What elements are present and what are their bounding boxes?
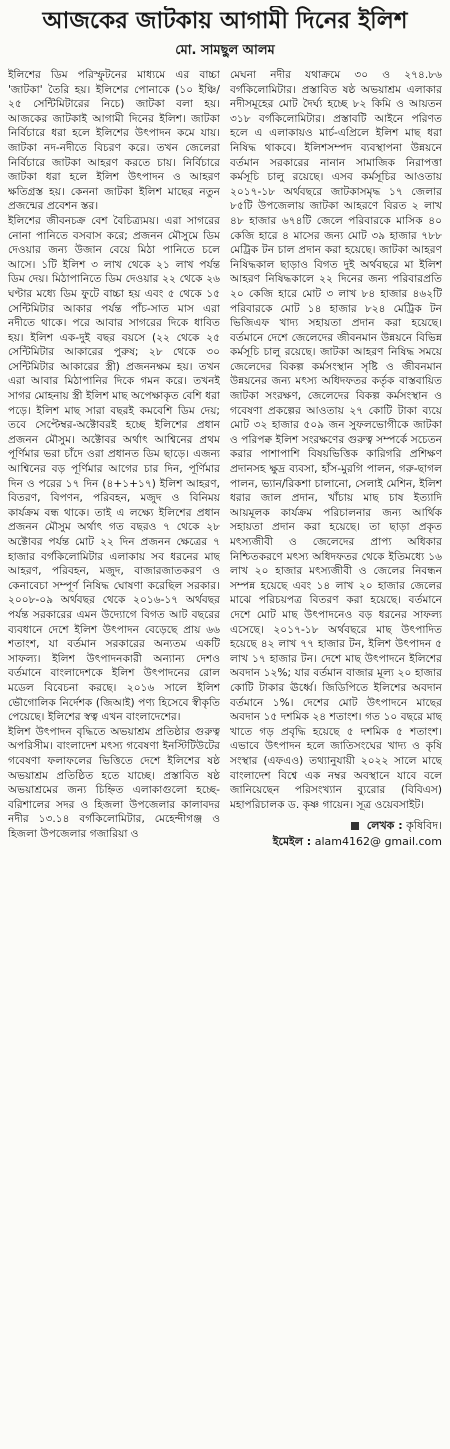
paragraph: ইলিশের ডিম পরিস্ফুটনের মাধ্যমে এর বাচ্চা 'জাটকা' তৈরি হয়। ইলিশের পোনাকে (১০ ইঞ্চি/২৫ সেন্টিমিটারের নিচে) জাটকা বলা হয়। আজকের জাটকাই আগামী দিনের ইলিশ। জাটকা নির্বিচারে ধরা হলে ইলিশের উৎপাদন কমে যায়। জাটকা নদ-নদীতে বিচরণ করে। তখন জেলেরা নির্বিচারে জাটকা আহরণ করতে চায়। নির্বিচারে জাটকা ধরা হলে ইলিশ উৎপাদন ও আহরণ ক্ষতিগ্রস্ত হয়। কেননা জাটকা ইলিশ মাছের নতুন প্রজন্মের প্রবেশন স্তর। <box>8 69 220 213</box>
author-footer <box>230 818 442 850</box>
square-bullet-icon <box>351 822 359 830</box>
email-label: ইমেইল : <box>272 835 312 849</box>
paragraph: ইলিশ উৎপাদন বৃদ্ধিতে অভয়াশ্রম প্রতিষ্ঠার গুরুত্ব অপরিসীম। বাংলাদেশ মৎস্য গবেষণা ইনস্টিটিউটের গবেষণা ফলাফলের ভিত্তিতে দেশে ইলিশের ষষ্ঠ অভয়াশ্রম প্রতিষ্ঠিত হতে যাচ্ছে। প্রস্তাবিত ষষ্ঠ অভয়াশ্রমের জন্য চিহ্নিত এলাকাগুলো হচ্ছে- বরিশালের সদর ও হিজলা উপজেলার কালাবদর নদীর ১৩.১৪ বর্গকিলোমিটার, মেহেন্দীগঞ্জ ও হিজলা উপজেলার গজারিয়া ও <box>8 725 220 840</box>
headline: আজকের জাটকায় আগামী দিনের ইলিশ <box>42 8 408 34</box>
paragraph: মেঘনা নদীর যথাক্রমে ৩০ ও ২৭৪.৮৬ বর্গকিলোমিটার। প্রস্তাবিত ষষ্ঠ অভয়াশ্রম এলাকার নদীসমূহের মোট দৈর্ঘ্য হচ্ছে ৮২ কিমি ও আয়তন ৩১৮ বর্গকিলোমিটার। প্রস্তাবটি আইনে পরিণত হলে এ এলাকায়ও মার্চ-এপ্রিলে ইলিশ মাছ ধরা নিষিদ্ধ থাকবে। ইলিশসম্পদ ব্যবস্থাপনা উন্নয়নে বর্তমান সরকারের নানান সামাজিক নিরাপত্তা কর্মসূচি চালু রয়েছে। এসব কর্মসূচির আওতায় ২০১৭-১৮ অর্থবছরে জাটকাসমৃদ্ধ ১৭ জেলার ৮৫টি উপজেলায় জাটকা আহরণে বিরত ২ লাখ ৪৮ হাজার ৬৭৪টি জেলে পরিবারকে মাসিক ৪০ কেজি হারে ৪ মাসের জন্য মোট ৩৯ হাজার ৭৮৮ মেট্রিক টন চাল প্রদান করা হয়েছে। জাটকা আহরণ নিষিদ্ধকাল ছাড়াও বিগত দুই অর্থবছরে মা ইলিশ আহরণ নিষিদ্ধকালে ২২ দিনের জন্য পরিবারপ্রতি ২০ কেজি হারে মোট ৩ লাখ ৮৪ হাজার ৪৬২টি পরিবারকে মোট ১৪ হাজার ৮২৪ মেট্রিক টন ভিজিএফ খাদ্য সহায়তা প্রদান করা হয়েছে। বর্তমানে দেশে জেলেদের জীবনমান উন্নয়নে বিভিন্ন কর্মসূচি চালু রয়েছে। জাটকা আহরণ নিষিদ্ধ সময়ে জেলেদের বিকল্প কর্মসংস্থান সৃষ্টি ও জীবনমান উন্নয়নের জন্য মৎস্য অধিদফতর কর্তৃক বাস্তবায়িত জাটকা সংরক্ষণ, জেলেদের বিকল্প কর্মসংস্থান ও গবেষণা প্রকল্পের আওতায় ২৭ কোটি টাকা ব্যয়ে মোট ৩২ হাজার ৫০৯ জন সুফলভোগীকে জাটকা ও পরিপক্ব ইলিশ সংরক্ষণের গুরুত্ব সম্পর্কে সচেতন করার পাশাপাশি বিষয়ভিত্তিক কারিগরি প্রশিক্ষণ প্রদানসহ ক্ষুদ্র ব্যবসা, হাঁস-মুরগি পালন, গরু-ছাগল পালন, ভ্যান/রিকশা চালানো, সেলাই মেশিন, ইলিশ ধরার জাল প্রদান, খাঁচায় মাছ চাষ ইত্যাদি আয়মূলক কার্যক্রম পরিচালনার জন্য আর্থিক সহায়তা প্রদান করা হয়েছে। তা ছাড়া প্রকৃত মৎস্যজীবী ও জেলেদের প্রাপ্য অধিকার নিশ্চিতকরণে মৎস্য অধিদফতর থেকে ইতিমধ্যে ১৬ লাখ ২০ হাজার মৎস্যজীবী ও জেলের নিবন্ধন সম্পন্ন হয়েছে এবং ১৪ লাখ ২০ হাজার জেলের মাঝে পরিচয়পত্র বিতরণ করা হয়েছে। বর্তমানে দেশে মোট মাছ উৎপাদনেও বড় ধরনের সাফল্য এসেছে। ২০১৭-১৮ অর্থবছরে মাছ উৎপাদিত হয়েছে ৪২ লাখ ৭৭ হাজার টন, ইলিশ উৎপাদন ৫ লাখ ১৭ হাজার টন। দেশে মাছ উৎপাদনে ইলিশের অবদান ১২%; যার বর্তমান বাজার মূল্য ২০ হাজার কোটি টাকার ঊর্ধ্বে। জিডিপিতে ইলিশের অবদান বর্তমানে ১%। দেশের মোট উৎপাদনে মাছের অবদান ১৫ দশমিক ২৪ শতাংশ। গত ১০ বছরে মাছ খাতে গড় প্রবৃদ্ধি হয়েছে ৫ দশমিক ৫ শতাংশ। এভাবে উৎপাদন হলে জাতিসংঘের খাদ্য ও কৃষি সংস্থার (এফএও) তথ্যানুযায়ী ২০২২ সালে মাছে বাংলাদেশ বিশ্বে এক নম্বর অবস্থানে যাবে বলে জানিয়েছেন পরিসংখ্যান ব্যুরোর (বিবিএস) মহাপরিচালক ড. কৃষ্ণ গায়েন। সূত্র ওয়েবসাইট। <box>230 69 442 811</box>
byline: মো. সামছুল আলম <box>175 43 275 58</box>
author-value: কৃষিবিদ। <box>406 819 442 833</box>
author-label: লেখক : <box>366 819 403 833</box>
paragraph: ইলিশের জীবনচক্র বেশ বৈচিত্র্যময়। এরা সাগরের নোনা পানিতে বসবাস করে; প্রজনন মৌসুমে ডিম দেওয়ার জন্য উজান বেয়ে মিঠা পানিতে চলে আসে। ১টি ইলিশ ৩ লাখ থেকে ২১ লাখ পর্যন্ত ডিম দেয়। মিঠাপানিতে ডিম দেওয়ার ২২ থেকে ২৬ ঘণ্টার মধ্যে ডিম ফুটে বাচ্চা হয় এবং ৫ থেকে ১৫ সেন্টিমিটার আকার পর্যন্ত পাঁচ-সাত মাস এরা নদীতে থাকে। পরে আবার সাগরের দিকে ধাবিত হয়। ইলিশ এক-দুই বছর বয়সে (২২ থেকে ২৫ সেন্টিমিটার আকারের পুরুষ; ২৮ থেকে ৩০ সেন্টিমিটার আকারের স্ত্রী) প্রজননক্ষম হয়। তখন এরা আবার মিঠাপানির দিকে গমন করে। তখনই সাগর মোহনায় স্ত্রী ইলিশ মাছ অপেক্ষাকৃত বেশি ধরা পড়ে। ইলিশ মাছ সারা বছরই কমবেশি ডিম দেয়; তবে সেপ্টেম্বর-অক্টোবরই হচ্ছে ইলিশের প্রধান প্রজনন মৌসুম। অক্টোবর অর্থাৎ আশ্বিনের প্রথম পূর্ণিমার ভরা চাঁদে ওরা প্রধানত ডিম ছাড়ে। এজন্য আশ্বিনের বড় পূর্ণিমার আগের চার দিন, পূর্ণিমার দিন ও পরের ১৭ দিন (৪+১+১৭) ইলিশ আহরণ, বিতরণ, বিপণন, পরিবহন, মজুদ ও বিনিময় কার্যক্রম বন্ধ থাকে। তাই এ লক্ষ্যে ইলিশের প্রধান প্রজনন মৌসুম অর্থাৎ গত বছরও ৭ থেকে ২৮ অক্টোবর পর্যন্ত মোট ২২ দিন প্রজনন ক্ষেত্রের ৭ হাজার বর্গকিলোমিটার এলাকায় সব ধরনের মাছ আহরণ, পরিবহন, মজুদ, বাজারজাতকরণ ও কেনাবেচা সম্পূর্ণ নিষিদ্ধ ঘোষণা করেছিল সরকার। ২০০৮-০৯ অর্থবছর থেকে ২০১৬-১৭ অর্থবছর পর্যন্ত সরকারের এমন উদ্যোগে বিগত আট বছরের ব্যবধানে দেশে ইলিশ উৎপাদন বেড়েছে প্রায় ৬৬ শতাংশ, যা বর্তমান সরকারের অন্যতম একটি সাফল্য। ইলিশ উৎপাদনকারী অন্যান্য দেশও বর্তমানে বাংলাদেশকে ইলিশ উৎপাদনের রোল মডেল বিবেচনা করছে। ২০১৬ সালে ইলিশ ভৌগোলিক নির্দেশক (জিআই) পণ্য হিসেবে স্বীকৃতি পেয়েছে। ইলিশের স্বত্ব এখন বাংলাদেশের। <box>8 214 220 724</box>
column-right <box>230 68 442 1438</box>
email-value: alam4162@ gmail.com <box>314 835 442 849</box>
article-columns <box>8 68 442 1438</box>
column-left <box>8 68 220 1438</box>
